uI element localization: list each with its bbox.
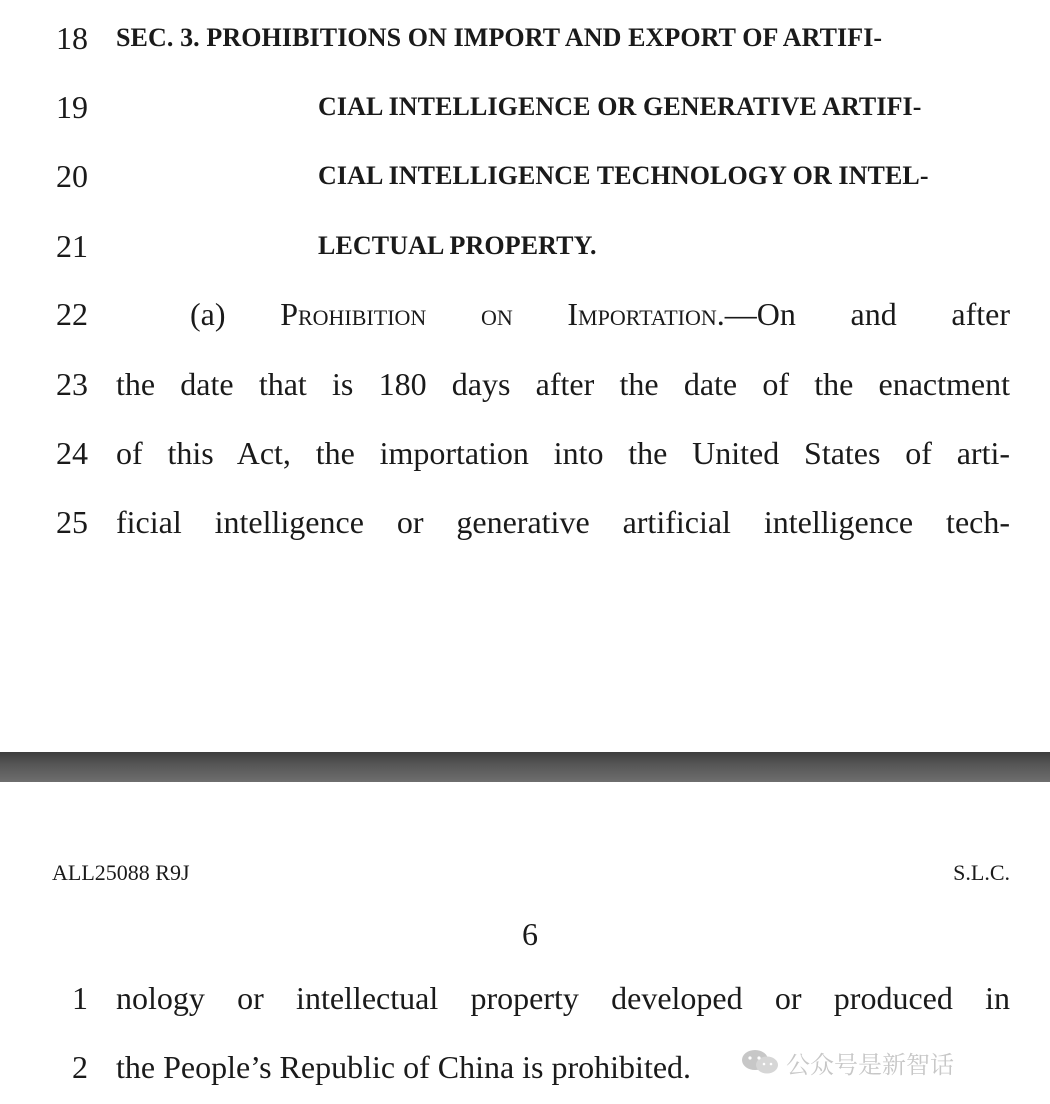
subsection-caption: Prohibition on Importation. [280, 296, 725, 332]
line-22 [0, 294, 1050, 334]
line-23 [0, 364, 1050, 404]
subsection-label: (a) [190, 296, 226, 332]
line-number: 23 [56, 366, 88, 402]
section-heading-line: CIAL INTELLIGENCE OR GENERATIVE ARTIFI- [318, 92, 922, 121]
line-number: 21 [56, 228, 88, 264]
body-text-line: the People’s Republic of China is prohibited. [116, 1049, 692, 1085]
page-number: 6 [522, 916, 538, 952]
section-heading-line: SEC. 3. PROHIBITIONS ON IMPORT AND EXPORT OF ARTIFI- [116, 23, 883, 52]
subsection-text: —On and after [724, 296, 1011, 332]
line-19 [0, 87, 1050, 127]
watermark [740, 1044, 954, 1080]
body-text-line: the date that is 180 days after the date of the enactment [116, 366, 1010, 402]
line-25 [0, 502, 1050, 542]
line-24 [0, 433, 1050, 473]
line-20 [0, 156, 1050, 196]
line-number: 22 [56, 296, 88, 332]
line-number: 2 [72, 1049, 88, 1085]
body-text-line: ficial intelligence or generative artificial intelligence tech- [116, 504, 1010, 540]
section-heading-line: CIAL INTELLIGENCE TECHNOLOGY OR INTEL- [318, 161, 929, 190]
line-number: 25 [56, 504, 88, 540]
document-code: S.L.C. [953, 860, 1010, 885]
line-number: 1 [72, 980, 88, 1016]
line-21 [0, 226, 1050, 266]
wechat-logo-icon [740, 1047, 780, 1077]
watermark-text: 公众号是新智话 [786, 1050, 954, 1079]
line-number: 18 [56, 20, 88, 56]
page-separator [0, 752, 1050, 782]
line-number: 24 [56, 435, 88, 471]
line-1 [0, 978, 1050, 1018]
document-id: ALL25088 R9J [52, 860, 190, 885]
line-18 [0, 18, 1050, 58]
body-text-line: nology or intellectual property developed or produced in [116, 980, 1010, 1016]
line-number: 20 [56, 158, 88, 194]
body-text-line: of this Act, the importation into the United States of arti- [116, 435, 1010, 471]
section-heading-line: LECTUAL PROPERTY. [318, 231, 597, 260]
line-number: 19 [56, 89, 88, 125]
subsection-a-line [190, 294, 1010, 334]
